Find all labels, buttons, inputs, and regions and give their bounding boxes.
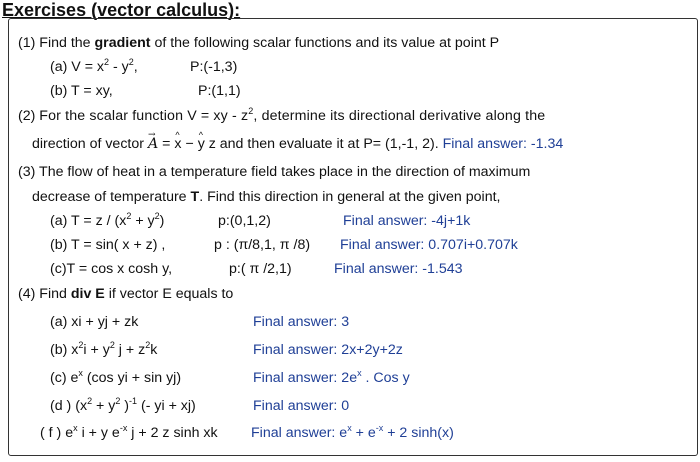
q2-line2: [32, 135, 563, 153]
q4b-expr: $x^2i + y^2$ $j + z^2k$: [71, 340, 158, 358]
q3-text2-post: . Find this direction in general at the given point,: [199, 189, 501, 205]
q3b-label: (b): [50, 237, 68, 253]
q1-number: (1): [18, 35, 36, 51]
q4c-line: [50, 369, 181, 387]
q3-number: (3): [18, 164, 36, 180]
q4f-answer: Final answer: $e^x + e^{-x} + 2$ sinh(x): [251, 423, 454, 441]
q3a-expr: $T = z / (x^2 + y^2)$: [71, 211, 165, 229]
q2-equals: =: [162, 136, 171, 152]
q1b-expr: T = xy,: [71, 83, 113, 99]
q2-text2-pre: direction of vector: [32, 136, 144, 152]
q1-text-pre: Find the: [39, 35, 91, 51]
q4c-expr: $e^x$ (cos yi + sin yj): [70, 368, 182, 386]
q3b-point: p : (π/8,1, π /8): [214, 237, 311, 253]
q4d-answer: Final answer: 0: [253, 398, 350, 414]
q4a-label: (a): [50, 314, 68, 330]
q3c-expr: T = cos x cosh y,: [66, 261, 173, 277]
q1a-expr: $V = x^2 - y^2$,: [71, 57, 138, 75]
q3a-label: (a): [50, 213, 68, 229]
q4-text-pre: Find: [39, 286, 67, 302]
x-hat-symbol: ^ x: [174, 135, 181, 153]
q4-number: (4): [18, 286, 36, 302]
q2-answer: Final answer: -1.34: [442, 136, 564, 152]
q3-text2-pre: decrease of temperature: [32, 189, 187, 205]
q4b-answer: Final answer: 2x+2y+2z: [253, 342, 403, 358]
q3b-expr: T = sin( x + z) ,: [71, 237, 166, 253]
q4d-line: [50, 397, 196, 415]
q3a-point: p:(0,1,2): [218, 213, 271, 229]
q3-text1: The flow of heat in a temperature field takes place in the direction of maximum: [39, 164, 531, 180]
q3-line1: [18, 163, 530, 181]
q1a-point: P:(-1,3): [190, 59, 238, 75]
q4c-answer: Final answer: $2e^x$ . Cos y: [253, 368, 410, 386]
q4d-expr: ($x^2 + y^2$ )$^{-1}$ (- yi + xj): [75, 396, 196, 414]
q3c-point: p:( π /2,1): [229, 261, 292, 277]
q1b-label: (b): [50, 83, 68, 99]
q3a-answer: Final answer: -4j+1k: [343, 213, 471, 229]
q1a-line: [50, 58, 138, 76]
q2-minus: −: [185, 136, 194, 152]
q3-temperature-term: T: [190, 189, 200, 205]
q4f-expr: $e^x$ i + y $e^{-x}$ j + 2 z sinh xk: [65, 423, 218, 441]
q2-text2-mid: z and then evaluate it at P= (1,-1, 2).: [208, 136, 439, 152]
q4-text-post: if vector E equals to: [108, 286, 234, 302]
q4d-label: (d ): [50, 398, 72, 414]
q4a-expr: xi + yj + zk: [71, 314, 139, 330]
q4-div-term: div E: [70, 286, 105, 302]
q4b-label: (b): [50, 342, 68, 358]
q3b-answer: Final answer: 0.707i+0.707k: [340, 237, 518, 253]
q1-text-post: of the following scalar functions and its value at point P: [154, 35, 500, 51]
q3c-line: [50, 260, 172, 278]
q3b-line: [50, 236, 165, 254]
q3a-line: [50, 212, 164, 230]
q1-gradient-term: gradient: [94, 35, 151, 51]
q4b-line: [50, 341, 157, 359]
q1a-label: (a): [50, 59, 68, 75]
y-hat-symbol: ^ y: [198, 135, 205, 153]
vector-a-symbol: → A: [148, 135, 158, 153]
q2-line1: [18, 107, 545, 125]
q4a-line: [50, 313, 138, 331]
q1b-line: [50, 82, 113, 100]
q4a-answer: Final answer: 3: [253, 314, 350, 330]
q2-number: (2): [18, 108, 36, 124]
q2-text1: For the scalar function V = xy - $z^2$, determine its directional derivative along the: [39, 106, 546, 124]
q4f-line: [40, 424, 218, 442]
q4f-label: ( f ): [40, 425, 62, 441]
q3c-answer: Final answer: -1.543: [334, 261, 463, 277]
q1-statement: [18, 34, 499, 52]
q3-line2: [32, 188, 500, 206]
page-title: Exercises (vector calculus):: [2, 0, 241, 20]
q4-statement: [18, 285, 233, 303]
q1b-point: P:(1,1): [198, 83, 241, 99]
q3c-label: (c): [50, 261, 67, 277]
q4c-label: (c): [50, 370, 67, 386]
